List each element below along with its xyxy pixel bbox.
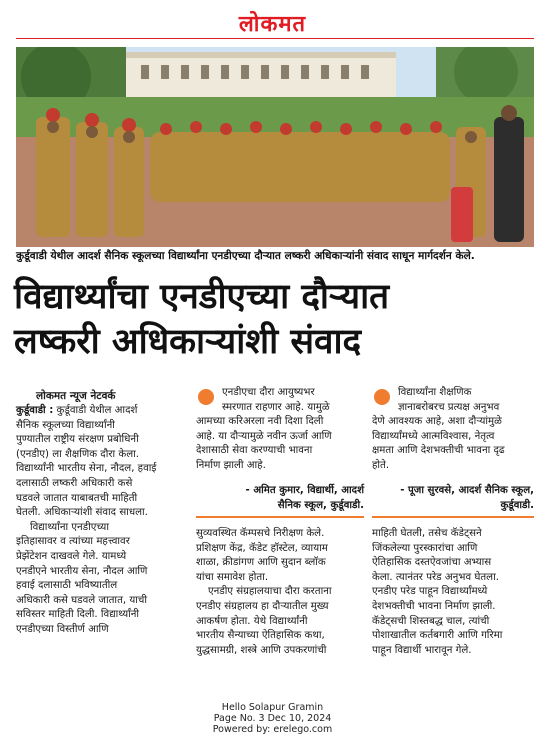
column-3-line: माहिती घेतली, तसेच कॅडेट्सने (372, 528, 482, 539)
headline-line-2: लष्करी अधिकाऱ्यांशी संवाद (14, 322, 362, 362)
quote-2-line: ज्ञानाबरोबरच प्रत्यक्ष अनुभव (398, 401, 500, 413)
column-3-line: जिंकलेल्या पुरस्कारांचा आणि (372, 542, 478, 554)
quote-box-2-body (372, 415, 536, 473)
quote-1-rule (196, 516, 364, 518)
quote-box-1-body (196, 415, 366, 473)
quote-2-line: विद्यार्थ्यांमध्ये आत्मविश्वास, नेतृत्व (372, 430, 495, 442)
article-column-3 (372, 527, 534, 658)
column-2-line: यांचा समावेश होता. (196, 571, 269, 583)
quote-2-line: क्षमता आणि देशभक्तीची भावना दृढ (372, 445, 505, 457)
footer-edition: Hello Solapur Gramin (221, 702, 324, 713)
column-2-line: प्रशिक्षण केंद्र, कॅडेट हॉस्टेल, व्यायाम (196, 542, 328, 554)
quote-2-line: देणे आवश्यक आहे, अशा दौऱ्यांमुळे (372, 416, 502, 427)
column-2-line: एनडीए संग्रहालय हा दौऱ्यातील मुख्य (196, 600, 329, 612)
quote-2-signature-line: - पूजा सुरवसे, आदर्श सैनिक स्कूल, (400, 485, 534, 496)
quote-mark-icon (374, 389, 390, 405)
quote-2-line: विद्यार्थ्यांना शैक्षणिक (398, 387, 472, 398)
quote-1-line: स्मरणात राहणार आहे. यामुळे (222, 401, 330, 413)
page-footer (0, 702, 545, 735)
masthead-divider (16, 38, 534, 39)
article-column-2 (196, 527, 364, 658)
column-2-line: सुव्यवस्थित कॅम्पसचे निरीक्षण केले. (196, 528, 325, 539)
group-photo (16, 47, 534, 247)
quote-box-1 (222, 386, 362, 415)
footer-page-date: Page No. 3 Dec 10, 2024 (213, 713, 332, 724)
column-2-line: एनडीए संग्रहालयाचा दौरा करताना (208, 586, 332, 598)
quote-1-signature-line: - अमित कुमार, विद्यार्थी, आदर्श (245, 485, 364, 496)
quote-1-line: आहे. या दौऱ्यामुळे नवीन ऊर्जा आणि (196, 430, 332, 442)
column-3-line: पाहून विद्यार्थी भारावून गेले. (372, 644, 472, 656)
quote-mark-icon (198, 389, 214, 405)
column-1-line: इतिहासावर व त्यांच्या महत्त्वावर (16, 536, 130, 548)
column-2-line: भारतीय सैन्याच्या ऐतिहासिक कथा, (196, 630, 325, 642)
quote-2-signature (372, 484, 534, 513)
column-1-line: (एनडीए) ला शैक्षणिक दौरा केला. (16, 448, 139, 460)
headline-line-1: विद्यार्थ्यांचा एनडीएच्या दौऱ्यात (14, 277, 390, 317)
column-1-line: घडवले जातात याबाबतची माहिती (16, 492, 138, 504)
newspaper-masthead: लोकमत (238, 12, 307, 37)
byline: लोकमत न्यूज नेटवर्क (36, 390, 116, 402)
article-column-1 (16, 404, 186, 638)
column-1-line: घेतली. अधिकाऱ्यांशी संवाद साधला. (16, 507, 148, 519)
column-1-line: एनडीएच्या विस्तीर्ण आणि (16, 623, 109, 635)
group-photo-illustration (16, 47, 534, 247)
quote-1-line: एनडीएचा दौरा आयुष्यभर (222, 387, 315, 398)
column-1-line: विद्यार्थ्यांना एनडीएच्या (30, 521, 109, 533)
column-3-line: देशभक्तीची भावना निर्माण झाली. (372, 600, 496, 612)
column-1-line-1: कुर्डूवाडी : कुर्डूवाडी येथील आदर्श (16, 405, 138, 416)
column-1-line: हवाई दलासाठी भविष्यातील (16, 580, 118, 592)
column-3-line: कॅडेट्सची शिस्तबद्ध चाल, त्यांची (372, 615, 490, 627)
column-1-line: अधिकारी कसे घडवले जातात, याची (16, 594, 148, 606)
column-1-line: प्रेझेंटेशन दाखवले गेले. यामध्ये (16, 550, 127, 562)
footer-powered-by: Powered by: erelego.com (212, 724, 333, 735)
column-2-line: आकर्षण होता. येथे विद्यार्थ्यांनी (196, 615, 308, 627)
column-1-line: सविस्तर माहिती दिली. विद्यार्थ्यांनी (16, 609, 140, 621)
column-3-line: ऐतिहासिक दस्तऐवजांचा अभ्यास (372, 557, 492, 569)
quote-1-line: देशासाठी सेवा करण्याची भावना (196, 445, 313, 457)
quote-2-signature-line: कुर्डूवाडी. (500, 499, 534, 511)
quote-1-line: निर्माण झाली आहे. (196, 459, 266, 471)
column-1-line: विद्यार्थ्यांनी भारतीय सेना, नौदल, हवाई (16, 463, 157, 475)
column-3-line: पोशाखातील कर्तबगारी आणि गरिमा (372, 630, 503, 642)
column-1-line: पुण्यातील राष्ट्रीय संरक्षण प्रबोधिनी (16, 434, 139, 446)
column-1-line: एनडीएने भारतीय सेना, नौदल आणि (16, 565, 148, 577)
column-1-line: दलासाठी लष्करी अधिकारी कसे (16, 477, 133, 489)
column-3-line: एनडीए परेड पाहून विद्यार्थ्यांमध्ये (372, 586, 488, 598)
column-1-line: सैनिक स्कूलच्या विद्यार्थ्यांनी (16, 419, 115, 431)
quote-1-signature-line: सैनिक स्कूल, कुर्डूवाडी. (277, 499, 364, 511)
quote-1-signature (196, 484, 364, 513)
column-2-line: शाळा, क्रीडांगण आणि सुदान ब्लॉक (196, 557, 326, 569)
headline (14, 275, 536, 365)
photo-caption: कुर्डूवाडी येथील आदर्श सैनिक स्कूलच्या विद्यार्थ्यांना एनडीएच्या दौऱ्यात लष्करी अधिकाऱ्यांनी संवाद साधून मार्गदर्शन केले. (16, 250, 475, 262)
dateline: कुर्डूवाडी : (16, 405, 54, 416)
quote-box-2 (398, 386, 534, 415)
quote-2-rule (372, 516, 534, 518)
column-2-line: युद्धसामग्री, शस्त्रे आणि उपकरणांची (196, 644, 327, 656)
quote-2-line: होते. (372, 459, 390, 471)
quote-1-line: आमच्या करिअरला नवी दिशा दिली (196, 416, 324, 427)
column-3-line: केला. त्यानंतर परेड अनुभव घेतला. (372, 571, 499, 583)
